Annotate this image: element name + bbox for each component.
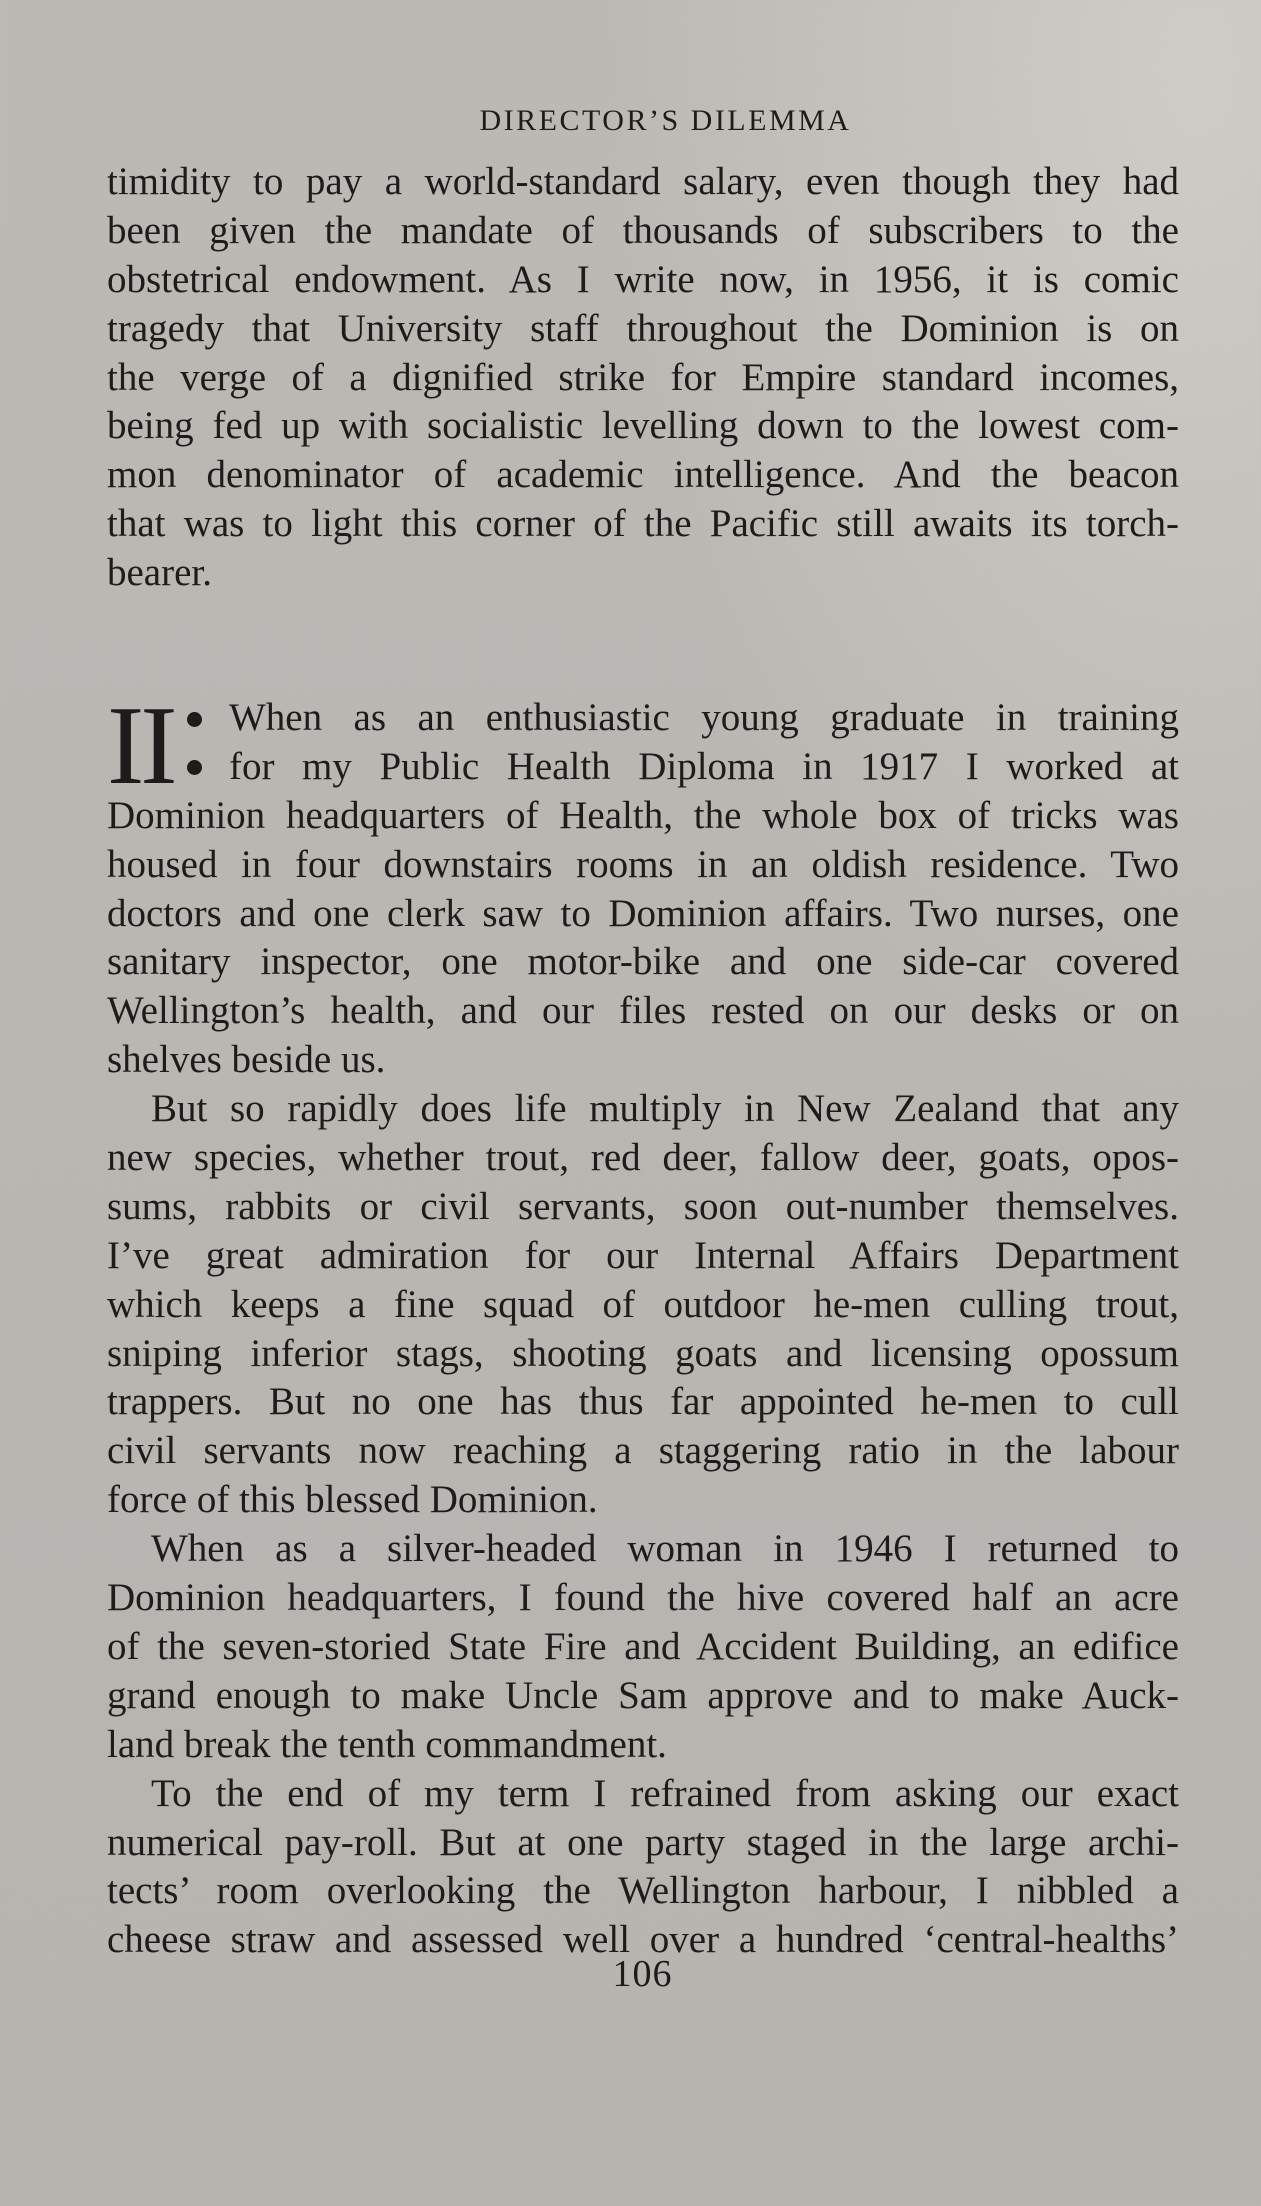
text-line: bearer. (107, 551, 213, 595)
text-line: Wellington’s health, and our files rested on our desks or on (107, 989, 1179, 1033)
text-line: civil servants now reaching a staggering ratio in the labour (107, 1429, 1179, 1473)
text-line: the verge of a dignified strike for Empire standard incomes, (107, 355, 1179, 399)
text-line: which keeps a fine squad of outdoor he-men culling trout, (107, 1282, 1179, 1326)
running-head: DIRECTOR’S DILEMMA (479, 104, 852, 137)
ornament-dot (187, 712, 202, 727)
text-line: for my Public Health Diploma in 1917 I worked at (229, 744, 1179, 788)
text-line: been given the mandate of thousands of subscribers to the (107, 208, 1179, 252)
section-ii-paragraph-3 (107, 1525, 1179, 1769)
text-line: When as a silver-headed woman in 1946 I returned to (151, 1527, 1179, 1571)
text-line: new species, whether trout, red deer, fallow deer, goats, opos- (107, 1136, 1179, 1180)
text-line: cheese straw and assessed well over a hundred ‘central-healths’ (107, 1918, 1179, 1962)
dropcap-ornament-dots (187, 702, 203, 786)
text-line: I’ve great admiration for our Internal Affairs Department (107, 1233, 1179, 1277)
text-line: obstetrical endowment. As I write now, in 1956, it is comic (107, 257, 1179, 301)
section-break (107, 598, 1179, 694)
text-line: land break the tenth commandment. (107, 1722, 667, 1766)
text-line: grand enough to make Uncle Sam approve and to make Auck- (107, 1673, 1179, 1717)
text-line: force of this blessed Dominion. (107, 1478, 598, 1522)
text-line: sanitary inspector, one motor-bike and one side-car covered (107, 940, 1179, 984)
text-line: that was to light this corner of the Pacific still awaits its torch- (107, 502, 1179, 546)
text-line: To the end of my term I refrained from asking our exact (151, 1771, 1179, 1815)
continuation-paragraph (107, 158, 1179, 598)
section-ii-paragraph-1 (107, 684, 1179, 1085)
text-line: of the seven-storied State Fire and Accident Building, an edifice (107, 1624, 1179, 1668)
text-line: being fed up with socialistic levelling down to the lowest com- (107, 404, 1179, 448)
text-line: timidity to pay a world-standard salary, even though they had (107, 160, 1179, 203)
text-line: But so rapidly does life multiply in New Zealand that any (151, 1087, 1179, 1131)
section-ii-paragraph-2 (107, 1085, 1179, 1525)
text-line: When as an enthusiastic young graduate in training (229, 696, 1179, 740)
text-line: tragedy that University staff throughout the Dominion is on (107, 306, 1179, 350)
text-line: trappers. But no one has thus far appointed he-men to cull (107, 1380, 1179, 1424)
ornament-dot (187, 760, 202, 775)
text-line: housed in four downstairs rooms in an oldish residence. Two (107, 842, 1179, 886)
text-line: mon denominator of academic intelligence. And the beacon (107, 453, 1179, 497)
page-body (107, 158, 1179, 1965)
text-line: sniping inferior stags, shooting goats and licensing opossum (107, 1331, 1179, 1375)
text-line: numerical pay-roll. But at one party staged in the large archi- (107, 1820, 1179, 1864)
section-ii-paragraph-4 (107, 1770, 1179, 1966)
page-number: 106 (612, 1953, 673, 1995)
text-line: tects’ room overlooking the Wellington harbour, I nibbled a (107, 1869, 1179, 1913)
section-numeral-dropcap: II (107, 684, 174, 809)
book-page (107, 100, 1179, 1965)
text-line: doctors and one clerk saw to Dominion affairs. Two nurses, one (107, 891, 1179, 935)
text-line: shelves beside us. (107, 1038, 386, 1082)
text-line: sums, rabbits or civil servants, soon out-number themselves. (107, 1184, 1179, 1228)
text-line: Dominion headquarters of Health, the whole box of tricks was (107, 793, 1179, 837)
text-line: Dominion headquarters, I found the hive covered half an acre (107, 1576, 1179, 1620)
